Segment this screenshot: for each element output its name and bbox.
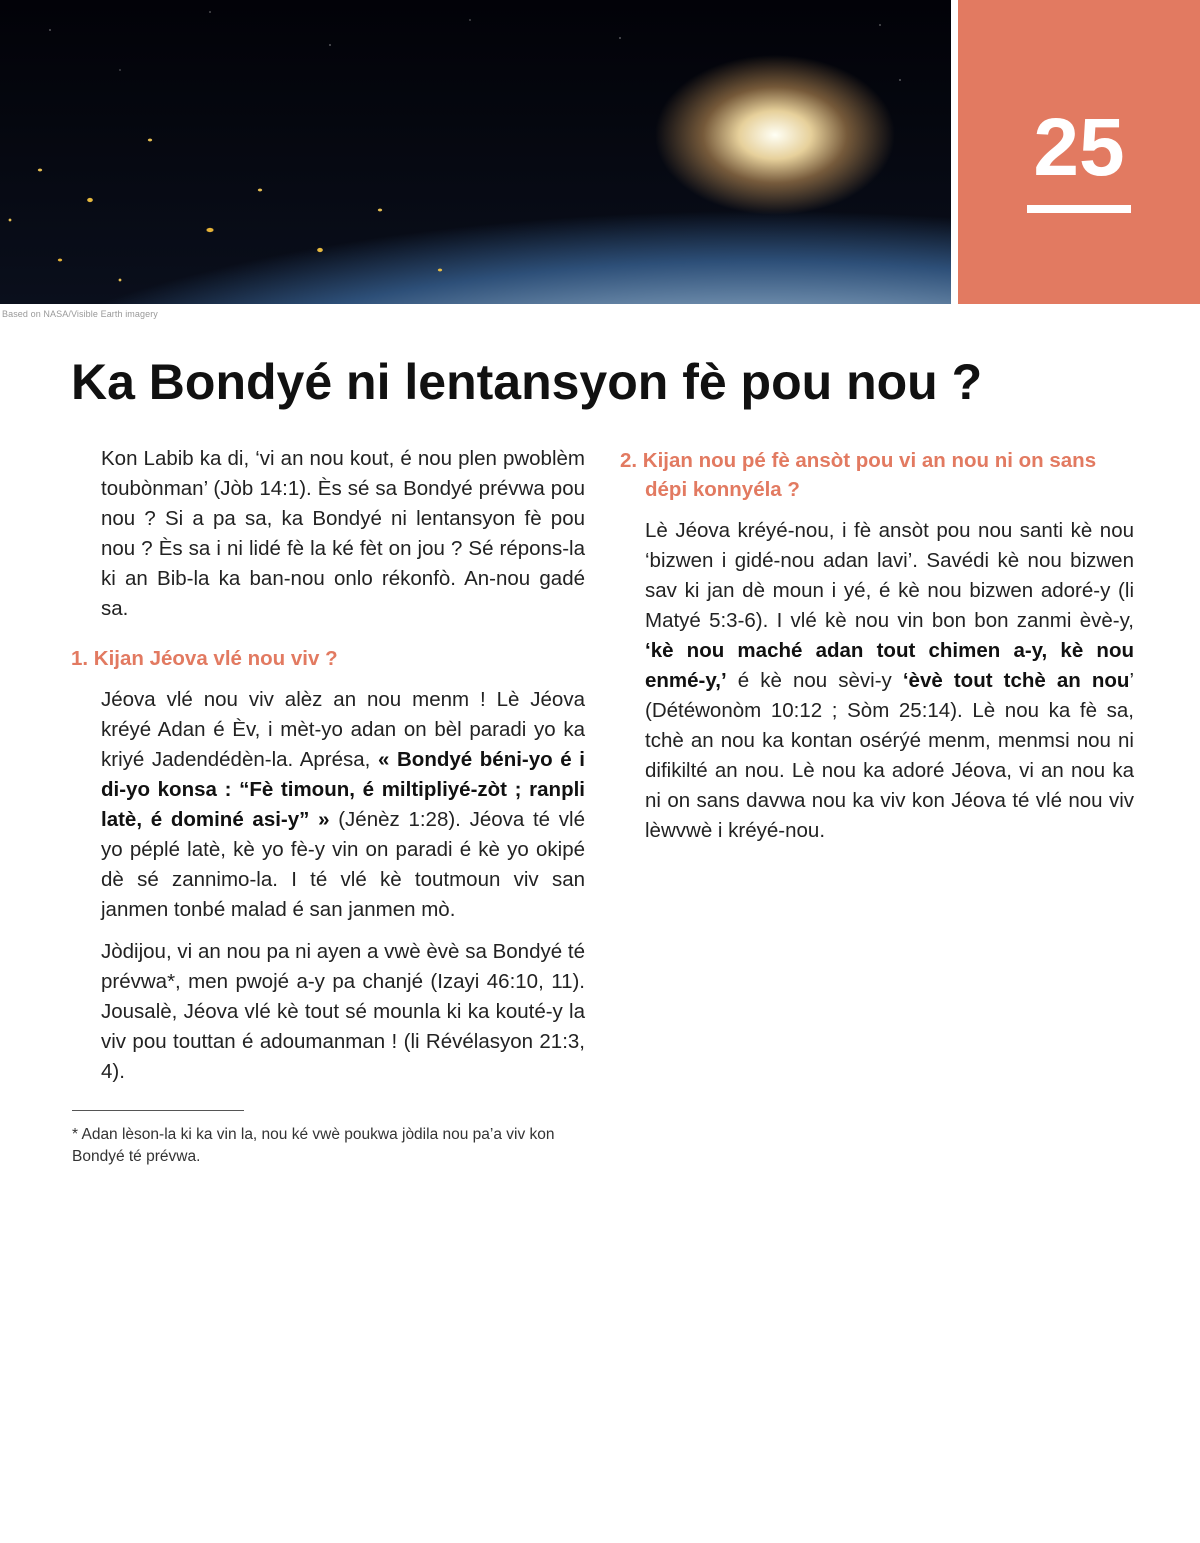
right-column <box>620 444 1134 858</box>
section-2-paragraph-1: Lè Jéova kréyé-nou, i fè ansòt pou nou santi kè nou ‘bizwen i gidé-nou adan lavi’. Savédi kè nou bizwen sav ki jan dè moun i yé, é kè nou bizwen adoré-y (li Matyé 5:3-6). I vlé kè nou vin bon bon zanmi èvè-y, ‘kè nou maché adan tout chimen a-y, kè nou enmé-y,’ é kè nou sèvi-y ‘èvè tout tchè an nou’ (Détéwonòm 10:12 ; Sòm 25:14). Lè nou ka fè sa, tchè an nou ka kontan osérýé menm, menmsi nou ni difikilté an nou. Lè nou ka adoré Jéova, vi an nou ka ni on sans davwa nou ka viv kon Jéova té vlé nou viv lèwvwè i kréyé-nou. <box>645 519 1134 842</box>
image-credit: Based on NASA/Visible Earth imagery <box>2 309 158 319</box>
bible-quote-2: ‘èvè tout tchè an nou <box>902 669 1130 692</box>
lesson-number: 25 <box>1033 102 1125 193</box>
hero-image <box>0 0 951 304</box>
section-2-heading: 2. Kijan nou pé fè ansòt pou vi an nou ni on sans dépi konnyéla ? <box>620 449 1097 501</box>
section-1-paragraph-2: Jòdijou, vi an nou pa ni ayen a vwè èvè sa Bondyé té prévwa*, men pwojé a-y pa chanjé (Izayi 46:10, 11). Jousalè, Jéova vlé kè tout sé mounla ki ka kouté-y la viv pou touttan é adoumanman ! (li Révélasyon 21:3, 4). <box>101 940 585 1083</box>
footnote-divider <box>72 1110 244 1111</box>
bible-quote-1: ‘kè nou maché adan tout chimen a-y, kè nou enmé-y,’ <box>645 639 1134 692</box>
city-lights <box>0 80 560 304</box>
footnote: * Adan lèson-la ki ka vin la, nou ké vwè poukwa jòdila nou pa’a viv kon Bondyé té prévwa. <box>72 1126 555 1165</box>
section-1-heading: 1. Kijan Jéova vlé nou viv ? <box>71 647 338 670</box>
intro-paragraph: Kon Labib ka di, ‘vi an nou kout, é nou plen pwoblèm toubònman’ (Jòb 14:1). Ès sé sa Bondyé prévwa pou nou ? Si a pa sa, ka Bondyé ni lentansyon fè pou nou ? Ès sa i ni lidé fè la ké fèt on jou ? Sé répons-la ki an Bib-la ka ban-nou onlo rékonfò. An-nou gadé sa. <box>101 447 585 620</box>
page-title: Ka Bondyé ni lentansyon fè pou nou ? <box>71 354 983 410</box>
bible-quote: « Bondyé béni-yo é i di-yo konsa : “Fè timoun, é miltipliyé-zòt ; ranpli latè, é dominé asi-y” » <box>101 748 585 831</box>
section-1-paragraph-1: Jéova vlé nou viv alèz an nou menm ! Lè Jéova kréyé Adan é Èv, i mèt-yo adan on bèl paradi yo ka kriyé Jadendédèn-la. Aprésa, « Bondyé béni-yo é i di-yo konsa : “Fè timoun, é miltipliyé-zòt ; ranpli latè, é dominé asi-y” » (Jénèz 1:28). Jéova té vlé yo péplé latè, kè yo fè-y vin on paradi é kè yo okipé dè sé zannimo-la. I té vlé kè toutmoun viv san janmen tonbé malad é san janmen mò. <box>101 688 585 921</box>
lesson-number-underline <box>1027 205 1131 213</box>
lesson-number-box <box>958 0 1200 304</box>
left-column <box>71 444 585 1099</box>
